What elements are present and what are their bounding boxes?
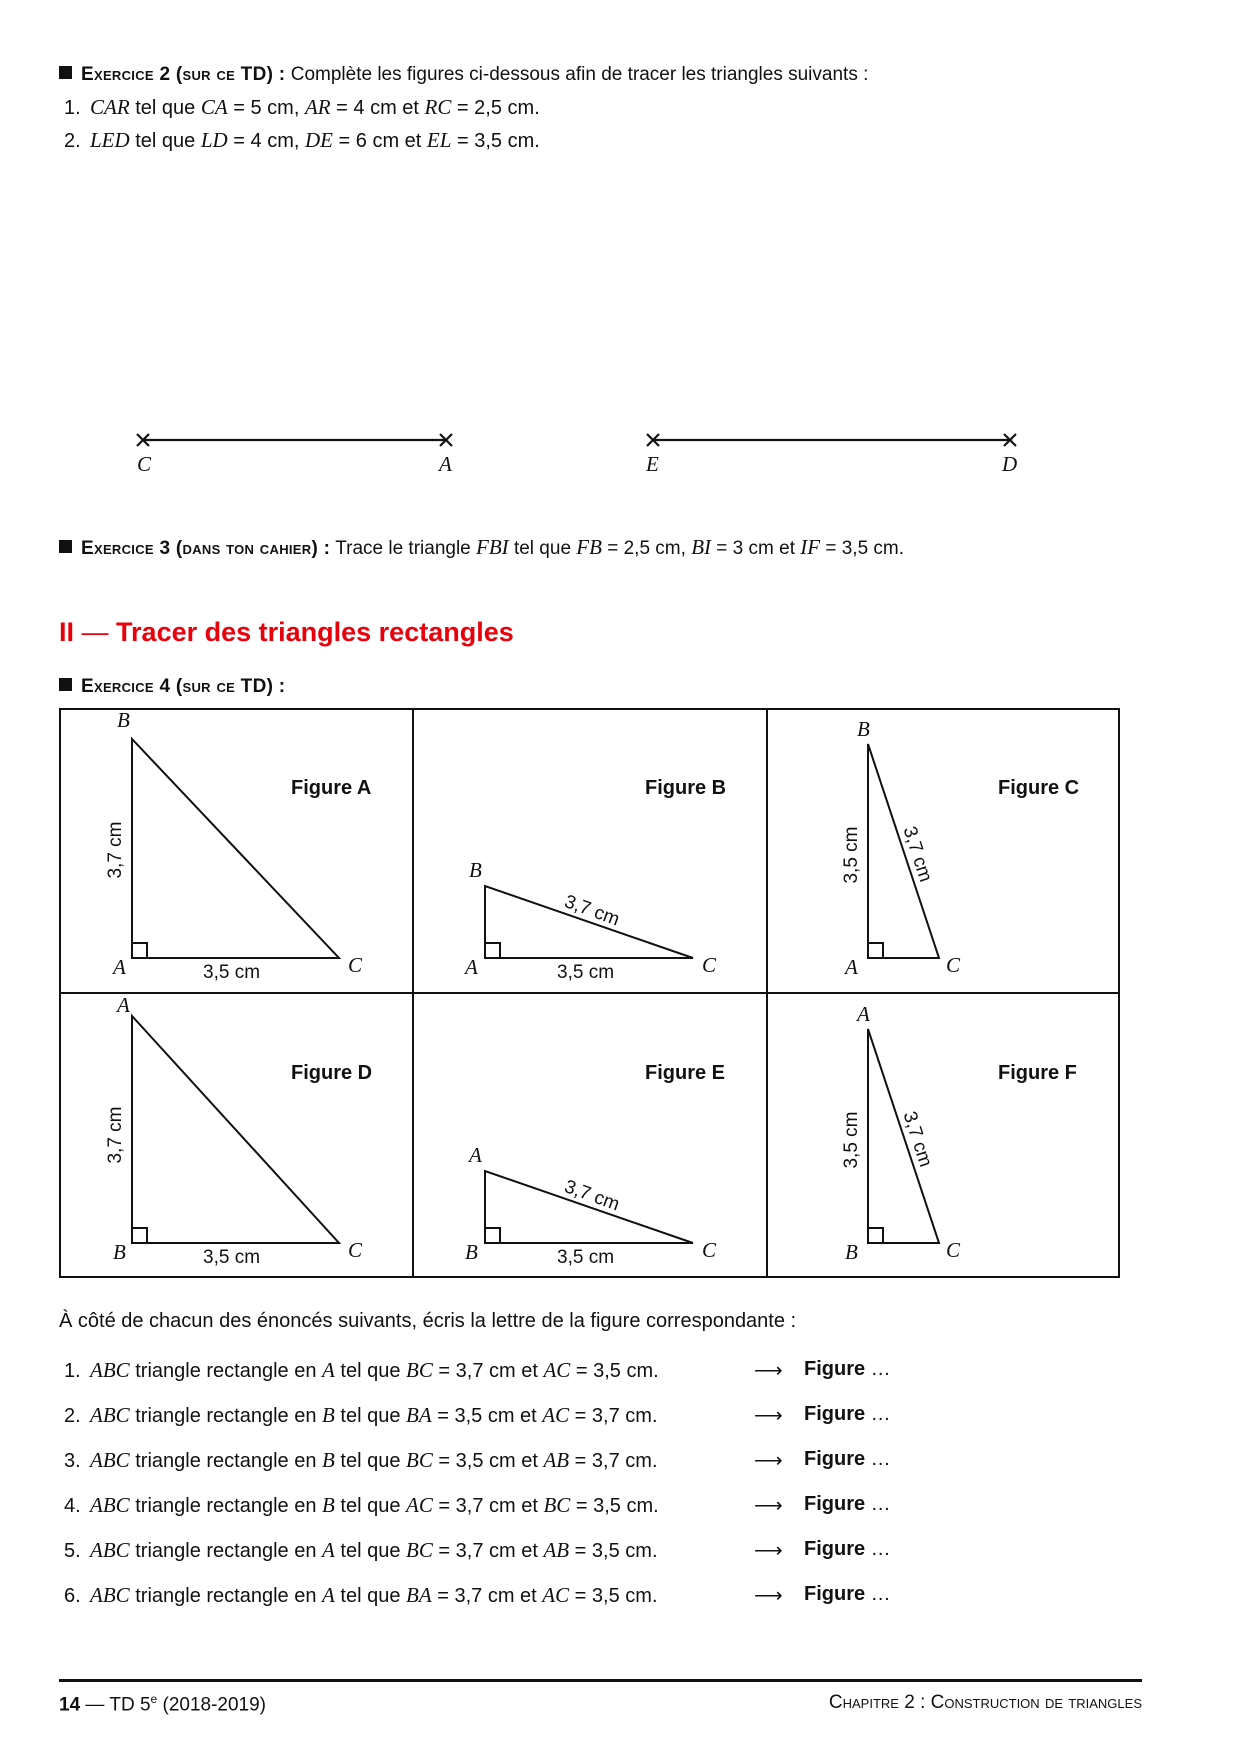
value: = 3,7 cm et: [432, 1540, 544, 1562]
side-label: 3,7 cm: [561, 1176, 623, 1216]
text: triangle rectangle en: [129, 1585, 323, 1607]
statement-item: [64, 1403, 964, 1431]
text: tel que: [334, 1360, 407, 1382]
footer-year: (2018-2019): [157, 1694, 267, 1716]
footer-left: [59, 1692, 266, 1716]
figure-f-title: Figure F: [998, 1062, 1077, 1084]
vertex-label: B: [845, 1240, 858, 1264]
footer-course: — TD 5: [80, 1694, 151, 1716]
value: = 2,5 cm.: [451, 97, 540, 119]
value: = 5 cm,: [227, 97, 305, 119]
item-number: 6.: [64, 1585, 81, 1607]
side: IF: [800, 535, 821, 559]
figure-a-title: Figure A: [291, 777, 372, 799]
side: BC: [406, 1448, 433, 1472]
side: AB: [543, 1448, 570, 1472]
side: BI: [691, 535, 712, 559]
vertex: B: [322, 1403, 335, 1427]
side: CA: [200, 95, 228, 119]
item-number: 2.: [64, 130, 81, 152]
text: tel que: [334, 1585, 407, 1607]
value: = 3,5 cm et: [431, 1405, 543, 1427]
vertex-label: C: [348, 953, 363, 977]
text: tel que: [334, 1405, 407, 1427]
side: AB: [543, 1538, 570, 1562]
answer-blank[interactable]: …: [865, 1358, 891, 1380]
triangle-name: ABC: [90, 1538, 130, 1562]
value: = 3,5 cm.: [570, 1360, 659, 1382]
vertex-label: C: [702, 1238, 717, 1262]
vertex: A: [322, 1358, 335, 1382]
figure-c-title: Figure C: [998, 777, 1080, 799]
side-label: 3,7 cm: [105, 821, 126, 879]
vertex-label: B: [113, 1240, 126, 1264]
side: AR: [304, 95, 331, 119]
text: triangle rectangle en: [129, 1405, 323, 1427]
answer-field[interactable]: [804, 1403, 891, 1426]
value: = 2,5 cm,: [601, 538, 692, 559]
text: triangle rectangle en: [129, 1450, 323, 1472]
vertex-label: C: [946, 1238, 961, 1262]
footer-chapter: Chapitre 2 : Construction de triangles: [828, 1692, 1142, 1713]
vertex-label: A: [469, 1143, 482, 1167]
exercise-4-prompt: À côté de chacun des énoncés suivants, écris la lettre de la figure correspondante :: [59, 1310, 797, 1332]
statement-item: [64, 1448, 964, 1476]
triangle-figure-d: [132, 1016, 339, 1243]
answer-label: Figure: [804, 1493, 866, 1515]
statement-item: [64, 1538, 964, 1566]
value: = 3,7 cm et: [432, 1360, 544, 1382]
triangle-name: LED: [90, 128, 130, 152]
point-label-d: D: [1002, 452, 1018, 476]
footer-divider: [59, 1679, 1142, 1682]
item-number: 3.: [64, 1450, 81, 1472]
item-number: 4.: [64, 1495, 81, 1517]
side-label: 3,7 cm: [898, 1108, 937, 1170]
side: EL: [426, 128, 452, 152]
side-label: 3,7 cm: [105, 1106, 126, 1164]
arrow-right-icon: ⟶: [754, 1585, 783, 1607]
triangle-figure-e: [485, 1171, 693, 1243]
answer-blank[interactable]: …: [865, 1448, 891, 1470]
exercise-2-title: Exercice 2 (sur ce TD) :: [81, 64, 286, 85]
vertex-label: B: [857, 717, 870, 741]
value: = 3,5 cm.: [569, 1540, 658, 1562]
statement-item: [64, 1493, 964, 1521]
figure-e-title: Figure E: [645, 1062, 726, 1084]
item-number: 5.: [64, 1540, 81, 1562]
exercise-3-title: Exercice 3 (dans ton cahier) :: [81, 538, 331, 559]
text: tel que: [508, 538, 577, 559]
arrow-right-icon: ⟶: [754, 1360, 783, 1382]
triangle-name: ABC: [90, 1583, 130, 1607]
arrow-right-icon: ⟶: [754, 1405, 783, 1427]
side-label: 3,7 cm: [898, 823, 937, 885]
side: FB: [576, 535, 602, 559]
text: triangle rectangle en: [129, 1540, 323, 1562]
exercise-2-instruction: Complète les figures ci-dessous afin de tracer les triangles suivants :: [290, 64, 869, 85]
vertex: A: [322, 1538, 335, 1562]
text: triangle rectangle en: [129, 1360, 323, 1382]
triangle-figure-f: [868, 1029, 939, 1243]
side-label: 3,5 cm: [557, 1247, 615, 1268]
value: = 3,7 cm.: [569, 1405, 658, 1427]
value: = 3,5 cm.: [820, 538, 905, 559]
side-label: 3,5 cm: [203, 962, 261, 983]
section-number: II: [59, 617, 75, 647]
vertex: B: [322, 1493, 335, 1517]
statement-item: [64, 1358, 964, 1386]
side-label: 3,5 cm: [203, 1247, 261, 1268]
side-label: 3,7 cm: [561, 891, 623, 931]
text: tel que: [334, 1495, 407, 1517]
item-number: 1.: [64, 97, 81, 119]
answer-label: Figure: [804, 1358, 866, 1380]
statement-item: [64, 1583, 964, 1611]
triangle-figure-b: [485, 886, 693, 958]
answer-field[interactable]: [804, 1538, 891, 1561]
side: BA: [406, 1403, 432, 1427]
vertex: B: [322, 1448, 335, 1472]
vertex-label: A: [857, 1002, 870, 1026]
value: = 4 cm,: [227, 130, 305, 152]
page-number: 14: [59, 1694, 81, 1716]
vertex-label: A: [845, 955, 858, 979]
triangle-name: CAR: [90, 95, 130, 119]
value: = 3,5 cm.: [569, 1585, 658, 1607]
text: tel que: [129, 97, 201, 119]
footer-superscript: e: [150, 1692, 158, 1706]
answer-blank[interactable]: …: [865, 1583, 891, 1605]
side: BA: [406, 1583, 432, 1607]
vertex-label: B: [117, 708, 130, 732]
value: = 3,7 cm.: [569, 1450, 658, 1472]
side: DE: [304, 128, 333, 152]
point-label-e: E: [646, 452, 659, 476]
vertex-label: B: [465, 1240, 478, 1264]
triangle-figure-a: [132, 739, 339, 958]
side-label: 3,5 cm: [841, 1111, 862, 1169]
answer-field[interactable]: [804, 1358, 891, 1381]
answer-label: Figure: [804, 1583, 866, 1605]
vertex-label: A: [465, 955, 478, 979]
vertex-label: C: [946, 953, 961, 977]
point-label-c: C: [137, 452, 152, 476]
triangle-name: ABC: [90, 1358, 130, 1382]
answer-blank[interactable]: …: [865, 1538, 891, 1560]
value: = 3 cm et: [711, 538, 801, 559]
answer-field[interactable]: [804, 1583, 891, 1606]
answer-blank[interactable]: …: [865, 1493, 891, 1515]
side: LD: [200, 128, 228, 152]
figure-d-title: Figure D: [291, 1062, 373, 1084]
section-dash: —: [81, 617, 109, 647]
triangle-name: ABC: [90, 1493, 130, 1517]
text: tel que: [129, 130, 201, 152]
side-label: 3,5 cm: [557, 962, 615, 983]
side: AC: [542, 1403, 570, 1427]
point-label-a: A: [439, 452, 452, 476]
vertex-label: A: [117, 993, 130, 1017]
value: = 4 cm et: [330, 97, 425, 119]
answer-label: Figure: [804, 1448, 866, 1470]
side: AC: [542, 1583, 570, 1607]
triangle-figure-c: [868, 744, 939, 958]
triangle-name: ABC: [90, 1448, 130, 1472]
side: RC: [424, 95, 452, 119]
value: = 3,5 cm.: [570, 1495, 659, 1517]
section-title: Tracer des triangles rectangles: [116, 617, 514, 647]
vertex-label: B: [469, 858, 482, 882]
vertex-label: C: [702, 953, 717, 977]
answer-label: Figure: [804, 1538, 866, 1560]
vertex-label: A: [113, 955, 126, 979]
item-number: 2.: [64, 1405, 81, 1427]
answer-field[interactable]: [804, 1448, 891, 1471]
text: Trace le triangle: [330, 538, 477, 559]
answer-field[interactable]: [804, 1493, 891, 1516]
triangle-name: FBI: [476, 535, 509, 559]
side-label: 3,5 cm: [841, 826, 862, 884]
text: triangle rectangle en: [129, 1495, 323, 1517]
value: = 6 cm et: [332, 130, 427, 152]
value: = 3,5 cm.: [451, 130, 540, 152]
side: BC: [406, 1358, 433, 1382]
text: tel que: [334, 1540, 407, 1562]
text: tel que: [334, 1450, 407, 1472]
exercise-4-title: Exercice 4 (sur ce TD) :: [81, 676, 286, 697]
value: = 3,7 cm et: [431, 1585, 543, 1607]
arrow-right-icon: ⟶: [754, 1450, 783, 1472]
side: BC: [543, 1493, 571, 1517]
value: = 3,7 cm et: [432, 1495, 544, 1517]
answer-label: Figure: [804, 1403, 866, 1425]
item-number: 1.: [64, 1360, 81, 1382]
vertex: A: [322, 1583, 335, 1607]
vertex-label: C: [348, 1238, 363, 1262]
answer-blank[interactable]: …: [865, 1403, 891, 1425]
triangle-name: ABC: [90, 1403, 130, 1427]
side: AC: [406, 1493, 433, 1517]
figure-b-title: Figure B: [645, 777, 727, 799]
arrow-right-icon: ⟶: [754, 1495, 783, 1517]
side: BC: [406, 1538, 433, 1562]
side: AC: [543, 1358, 571, 1382]
value: = 3,5 cm et: [432, 1450, 544, 1472]
arrow-right-icon: ⟶: [754, 1540, 783, 1562]
